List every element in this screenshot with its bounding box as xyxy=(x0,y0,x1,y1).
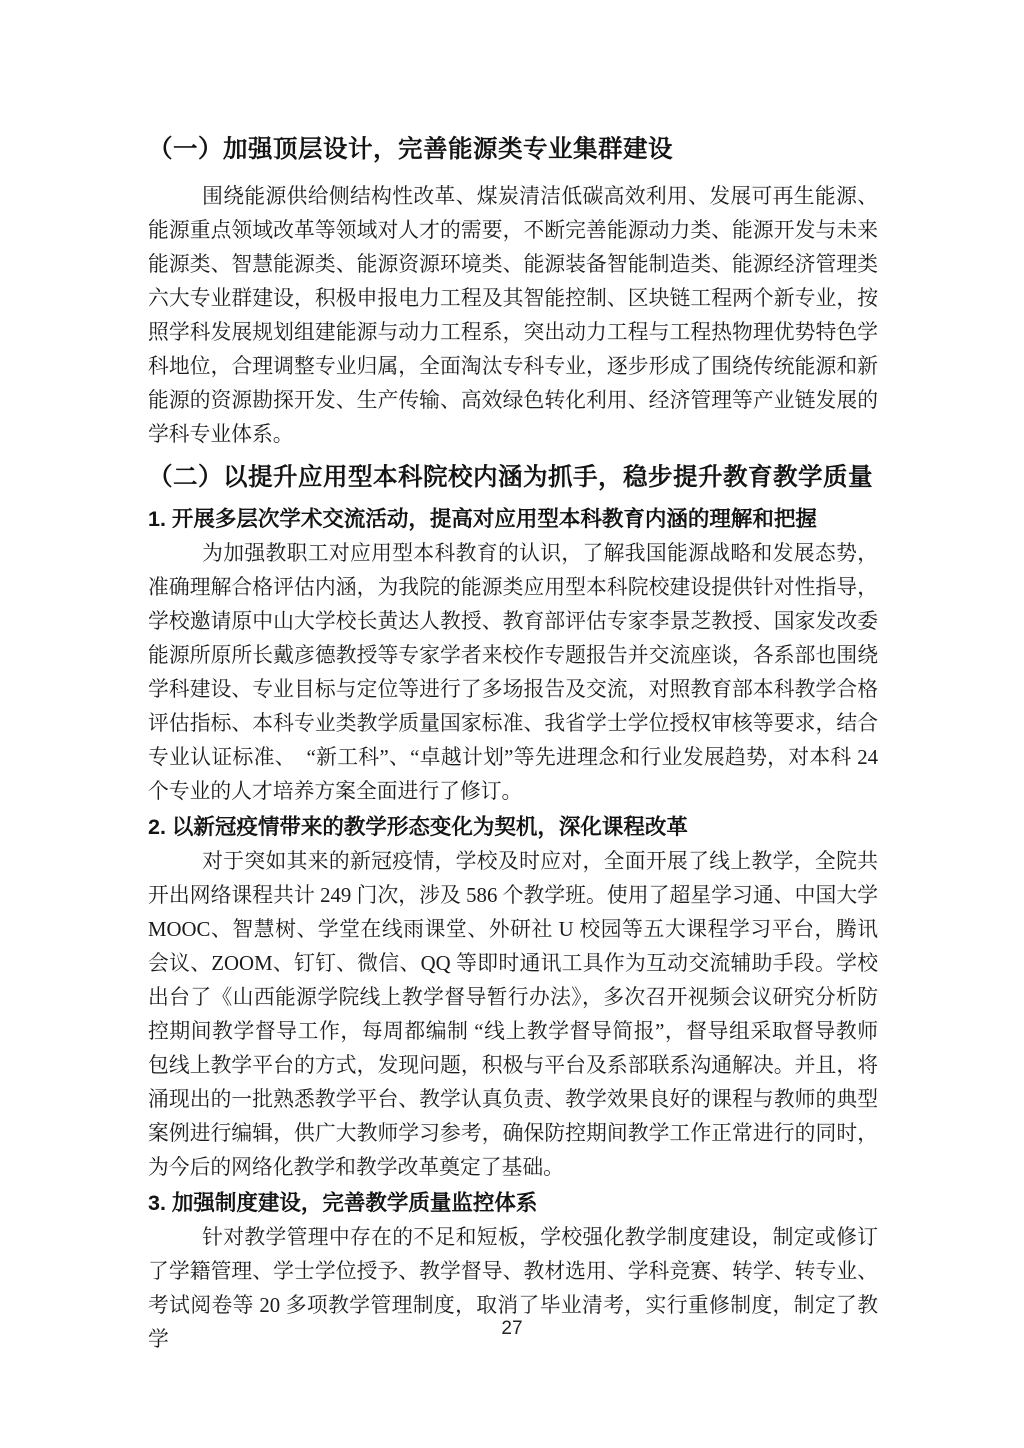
page-number: 27 xyxy=(501,1318,523,1339)
section-heading-1: （一）加强顶层设计，完善能源类专业集群建设 xyxy=(148,136,673,163)
document-body xyxy=(148,130,878,1357)
body-paragraph-3: 对于突如其来的新冠疫情，学校及时应对，全面开展了线上教学，全院共开出网络课程共计 249 门次，涉及 586 个教学班。使用了超星学习通、中国大学 MOOC、智慧树、学堂在线雨课堂、外研社 U 校园等五大课程学习平台，腾讯会议、ZOOM、钉钉、微信、QQ 等即时通讯工具作为互动交流辅助手段。学校出台了《山西能源学院线上教学督导暂行办法》，多次召开视频会议研究分析防控期间教学督导工作，每周都编制 “线上教学督导简报”，督导组采取督导教师包线上教学平台的方式，发现问题，积极与平台及系部联系沟通解决。并且，将涌现出的一批熟悉教学平台、教学认真负责、教学效果良好的课程与教师的典型案例进行编辑，供广大教师学习参考，确保防控期间教学工作正常进行的同时，为今后的网络化教学和教学改革奠定了基础。 xyxy=(148,850,878,1179)
body-paragraph-1: 围绕能源供给侧结构性改革、煤炭清洁低碳高效利用、发展可再生能源、能源重点领域改革等领域对人才的需要，不断完善能源动力类、能源开发与未来能源类、智慧能源类、能源资源环境类、能源装备智能制造类、能源经济管理类六大专业群建设，积极申报电力工程及其智能控制、区块链工程两个新专业，按照学科发展规划组建能源与动力工程系，突出动力工程与工程热物理优势特色学科地位，合理调整专业归属，全面淘汰专科专业，逐步形成了围绕传统能源和新能源的资源勘探开发、生产传输、高效绿色转化利用、经济管理等产业链发展的学科专业体系。 xyxy=(148,185,878,446)
subsection-heading-1: 1. 开展多层次学术交流活动，提高对应用型本科教育内涵的理解和把握 xyxy=(148,507,817,531)
body-paragraph-4: 针对教学管理中存在的不足和短板，学校强化教学制度建设，制定或修订了学籍管理、学士学位授予、教学督导、教材选用、学科竞赛、转学、转专业、考试阅卷等 20 多项教学管理制度，取消了毕业清考，实行重修制度，制定了教学 xyxy=(148,1226,878,1351)
subsection-heading-3: 3. 加强制度建设，完善教学质量监控体系 xyxy=(148,1191,538,1215)
section-heading-2: （二）以提升应用型本科院校内涵为抓手，稳步提升教育教学质量 xyxy=(148,464,873,491)
body-paragraph-2: 为加强教职工对应用型本科教育的认识，了解我国能源战略和发展态势，准确理解合格评估内涵，为我院的能源类应用型本科院校建设提供针对性指导，学校邀请原中山大学校长黄达人教授、教育部评估专家李景芝教授、国家发改委能源所原所长戴彦德教授等专家学者来校作专题报告并交流座谈，各系部也围绕学科建设、专业目标与定位等进行了多场报告及交流，对照教育部本科教学合格评估指标、本科专业类教学质量国家标准、我省学士学位授权审核等要求，结合专业认证标准、 “新工科”、“卓越计划”等先进理念和行业发展趋势，对本科 24 个专业的人才培养方案全面进行了修订。 xyxy=(148,542,878,803)
subsection-heading-2: 2. 以新冠疫情带来的教学形态变化为契机，深化课程改革 xyxy=(148,815,688,839)
